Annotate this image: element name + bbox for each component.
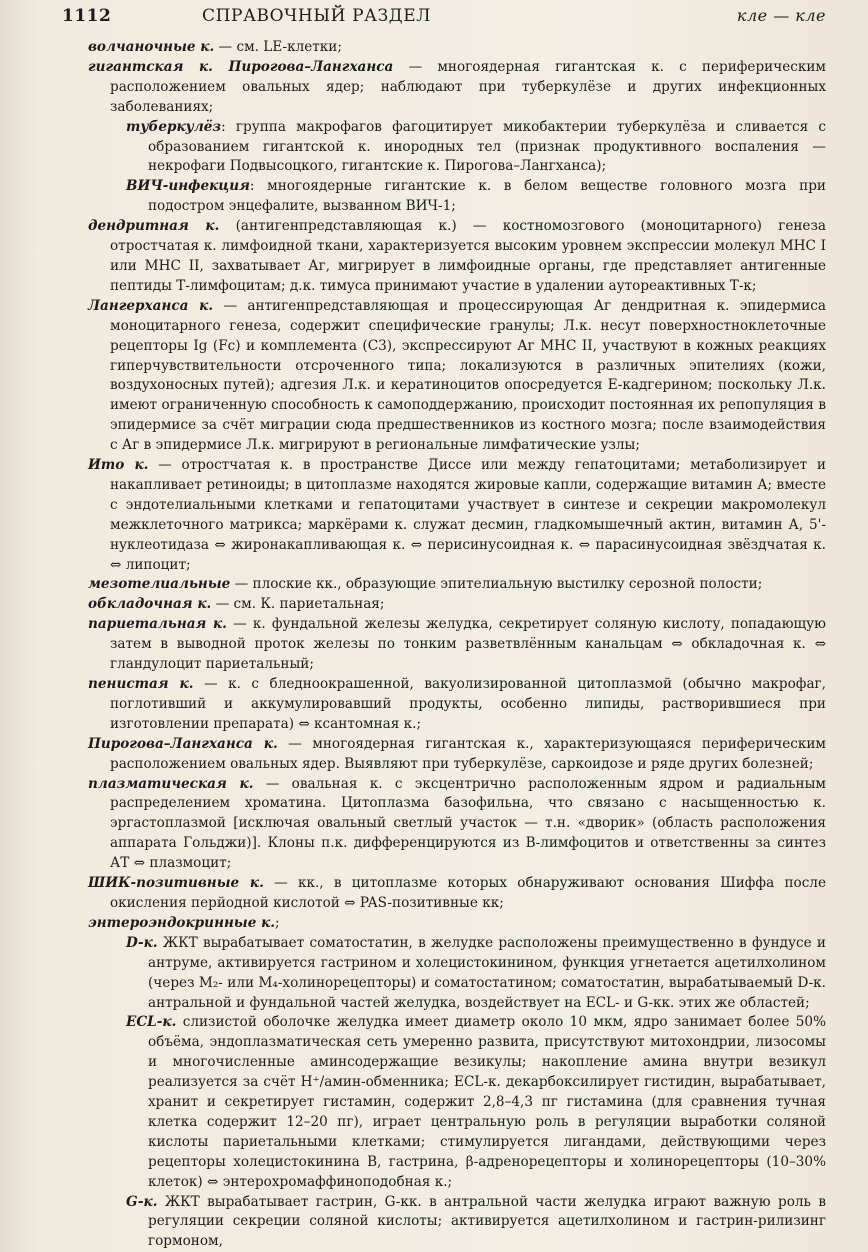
page-header <box>62 6 826 38</box>
dictionary-entry <box>88 595 826 615</box>
entry-definition: ; <box>275 914 280 931</box>
entry-definition: — антигенпредставляющая и процессирующая Аг дендритная к. эпидермиса моноцитарного генеза, содержит специфические гранулы; Л.к. несут поверхностноклеточные рецепторы Ig (Fc) и комплемента (C3), экспрессируют Аг MHC II, участвуют в кожных реакциях гиперчувствительности отсроченного типа; локализуются в различных эпителиях (кожи, воздухоносных путей); адгезия Л.к. и кератиноцитов опосредуется Е-кадгерином; поскольку Л.к. имеют ограниченную способность к самоподдержанию, происходит постоянная их репопуляция в эпидермисе за счёт миграции сюда предшественников из костного мозга; после взаимодействия с Аг в эпидермисе Л.к. мигрируют в региональные лимфатические узлы; <box>110 297 826 454</box>
entry-definition: : группа макрофагов фагоцитирует микобактерии туберкулёза и сливается с образованием гигантской к. инородных тел (признак продуктивного воспаления — некрофаги Подвысоцкого, гигантские к. Пирогова–Лангханса); <box>148 118 826 175</box>
entry-term: дендритная к. <box>88 218 220 235</box>
dictionary-entry <box>88 38 826 58</box>
dictionary-entry <box>88 615 826 675</box>
entry-term: ШИК-позитивные к. <box>88 875 264 892</box>
entry-definition: — овальная к. с эксцентрично расположенным ядром и радиальным распределением хроматина. Цитоплазма базофильна, что связано с насыщенностью к. эргастоплазмой [исключая овальный светлый участок — т.н. «дворик» (область расположения аппарата Гольджи)]. Клоны п.к. дифференцируются из В-лимфоцитов и ответственны за синтез АТ ⇔ плазмоцит; <box>110 775 826 872</box>
entry-term: D-к. <box>126 934 158 951</box>
entry-definition: — отростчатая к. в пространстве Диссе или между гепатоцитами; метаболизирует и накапливает ретиноиды; в цитоплазме находятся жировые капли, содержащие витамин А; вместе с эндотелиальными клетками и гепатоцитами участвует в синтезе и секреции макромолекул межклеточного матрикса; маркёрами к. служат десмин, гладкомышечный актин, витамин А, 5'-нуклеотидаза ⇔ жиронакапливающая к. ⇔ перисинусоидная к. ⇔ парасинусоидная звёздчатая к. ⇔ липоцит; <box>110 457 826 573</box>
sub-entry <box>88 934 826 1014</box>
entry-term: Ито к. <box>88 457 149 474</box>
entry-term: плазматическая к. <box>88 775 254 792</box>
entry-definition: — к. с бледноокрашенной, вакуолизированной цитоплазмой (обычно макрофаг, поглотивший и аккумулировавший продукты, особенно липиды, растворившиеся при изготовлении препарата) ⇔ ксантомная к.; <box>110 676 826 732</box>
entry-definition: — многоядерная гигантская к. с периферическим расположением овальных ядер; наблюдают при туберкулёзе и других инфекционных заболеваниях; <box>110 58 826 115</box>
dictionary-entry <box>88 874 826 914</box>
entry-term: волчаночные к. <box>88 39 215 55</box>
entry-term: энтероэндокринные к. <box>88 914 276 931</box>
dictionary-entry <box>88 58 826 118</box>
dictionary-entry <box>88 735 826 775</box>
dictionary-entry <box>88 775 826 875</box>
entry-term: G-к. <box>126 1193 158 1210</box>
section-title: СПРАВОЧНЫЙ РАЗДЕЛ <box>202 6 432 26</box>
sub-entry <box>88 177 826 217</box>
entry-definition: — плоские кк., образующие эпителиальную выстилку серозной полости; <box>230 576 763 593</box>
entry-definition: — кк., в цитоплазме которых обнаруживают основания Шиффа после окисления перйодной кислотой ⇔ PAS-позитивные кк; <box>110 875 826 911</box>
entry-definition: ЖКТ вырабатывает соматостатин, в желудке расположены преимущественно в фундусе и антруме, активируется гастрином и холецистокинином, функция угнетается ацетилхолином (через M₂- или M₄-холинорецепторы) и соматостатином; соматостатин, вырабатываемый D-к. антральной и фундальной частей желудка, воздействует на ECL- и G-кк. этих же областей; <box>148 934 826 1011</box>
entry-term: париетальная к. <box>88 616 227 633</box>
dictionary-entry <box>88 297 826 456</box>
entry-term: пенистая к. <box>88 676 194 692</box>
entry-definition: — многоядерная гигантская к., характеризующаяся периферическим расположением овальных ядер. Выявляют при туберкулёзе, саркоидозе и ряде других болезней; <box>110 735 826 772</box>
entry-term: Лангерханса к. <box>88 297 214 314</box>
entry-definition: — см. К. париетальная; <box>211 596 385 613</box>
sub-entry <box>88 118 826 178</box>
dictionary-entry <box>88 675 826 735</box>
entry-term: туберкулёз <box>126 118 222 135</box>
entry-term: ECL-к. <box>126 1014 177 1031</box>
entry-term: Пирогова–Лангханса к. <box>88 735 278 752</box>
guide-words: кле — кле <box>736 6 826 25</box>
sub-entry <box>88 1013 826 1192</box>
entry-term: мезотелиальные <box>88 576 231 593</box>
entry-definition: (антигенпредставляющая к.) — костномозгового (моноцитарного) генеза отростчатая к. лимфоидной ткани, характеризуется высоким уровнем экспрессии молекул MHC I или MHC II, захватывает Аг, мигрирует в лимфоидные органы, где представляет антигенные пептиды Т-лимфоцитам; д.к. тимуса принимают участие в удалении аутореактивных Т-к; <box>110 218 826 294</box>
entry-term: гигантская к. Пирогова–Лангханса <box>88 58 394 75</box>
page-number: 1112 <box>62 6 112 26</box>
entry-definition: — см. LE-клетки; <box>214 39 342 55</box>
entry-term: ВИЧ-инфекция <box>126 178 250 195</box>
dictionary-entry <box>88 575 826 595</box>
dictionary-body <box>88 38 826 1252</box>
entry-term: обкладочная к. <box>88 596 212 613</box>
entry-definition: слизистой оболочке желудка имеет диаметр около 10 мкм, ядро занимает более 50% объёма, эндоплазматическая сеть умеренно развита, присутствуют митохондрии, лизосомы и многочисленные аминсодержащие везикулы; накопление амина внутри везикул реализуется за счёт H⁺/амин-обменника; ECL-к. декарбоксилирует гистидин, вырабатывает, хранит и секретирует гистамин, содержит 2,8–4,3 пг гистамина (для сравнения тучная клетка содержит 12–20 пг), играет центральную роль в регуляции выработки соляной кислоты париетальными клетками; стимулируется лигандами, действующими через рецепторы холецистокинина B, гастрина, β-адренорецепторы и холинорецепторы (10–30% клеток) ⇔ энтерохромаффиноподобная к.; <box>148 1014 826 1190</box>
dictionary-entry <box>88 456 826 575</box>
sub-entry <box>88 1193 826 1252</box>
entry-definition: ЖКТ вырабатывает гастрин, G-кк. в антральной части желудка играют важную роль в регуляции секреции соляной кислоты; активируется ацетилхолином и гастрин-рилизинг гормоном, <box>148 1193 826 1250</box>
dictionary-entry <box>88 217 826 297</box>
dictionary-entry <box>88 914 826 934</box>
entry-definition: — к. фундальной железы желудка, секретирует соляную кислоту, попадающую затем в выводной проток железы по тонким разветвлённым канальцам ⇔ обкладочная к. ⇔ гландулоцит париетальный; <box>110 616 827 673</box>
entry-definition: : многоядерные гигантские к. в белом веществе головного мозга при подостром энцефалите, вызванном ВИЧ-1; <box>148 178 826 215</box>
